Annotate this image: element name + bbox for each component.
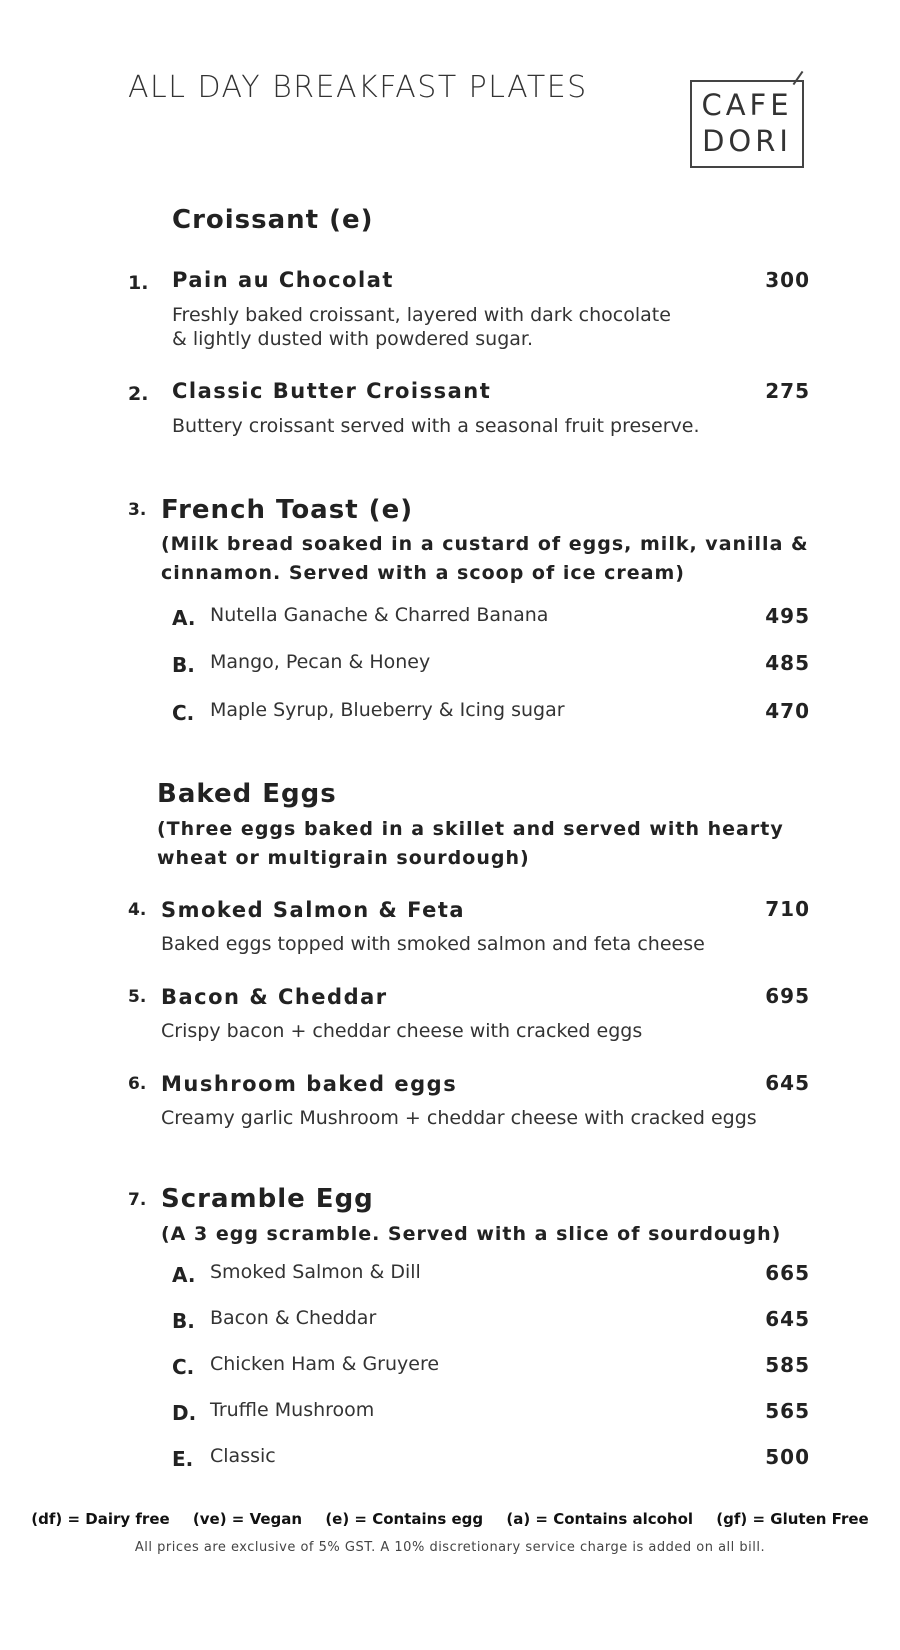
section-description: cinnamon. Served with a scoop of ice cream): [161, 562, 685, 584]
option-name: Classic: [210, 1445, 276, 1467]
item-name: Classic Butter Croissant: [172, 379, 492, 403]
item-price: 695: [765, 984, 810, 1008]
item-price: 275: [765, 379, 810, 403]
item-description: Freshly baked croissant, layered with dark chocolate: [172, 304, 671, 326]
item-number: 7.: [128, 1190, 147, 1210]
item-description: Buttery croissant served with a seasonal fruit preserve.: [172, 415, 700, 437]
item-number: 1.: [128, 272, 149, 294]
cafe-logo: [690, 80, 804, 168]
logo-line-2: DORI: [702, 124, 792, 158]
price-note: All prices are exclusive of 5% GST. A 10% discretionary service charge is added on all bill.: [134, 1540, 766, 1555]
option-price: 565: [765, 1399, 810, 1423]
option-letter: C.: [172, 701, 195, 725]
option-price: 585: [765, 1353, 810, 1377]
item-number: 4.: [128, 900, 147, 920]
option-letter: C.: [172, 1355, 195, 1379]
option-name: Chicken Ham & Gruyere: [210, 1353, 440, 1375]
option-price: 495: [765, 604, 810, 628]
legend-item: (df) = Dairy free: [31, 1510, 170, 1528]
section-title-scramble-egg: Scramble Egg: [161, 1184, 374, 1214]
option-price: 645: [765, 1307, 810, 1331]
item-number: 2.: [128, 383, 149, 405]
legend-item: (e) = Contains egg: [325, 1510, 484, 1528]
item-price: 300: [765, 268, 810, 292]
option-price: 500: [765, 1445, 810, 1469]
section-description: (Three eggs baked in a skillet and served with hearty: [157, 818, 784, 840]
option-letter: E.: [172, 1447, 194, 1471]
item-description: Crispy bacon + cheddar cheese with cracked eggs: [161, 1020, 643, 1042]
option-name: Smoked Salmon & Dill: [210, 1261, 421, 1283]
option-price: 470: [765, 699, 810, 723]
item-description: Baked eggs topped with smoked salmon and feta cheese: [161, 933, 705, 955]
section-description: wheat or multigrain sourdough): [157, 847, 530, 869]
section-title-croissant: Croissant (e): [172, 205, 374, 235]
option-name: Maple Syrup, Blueberry & Icing sugar: [210, 699, 565, 721]
legend-item: (gf) = Gluten Free: [716, 1510, 869, 1528]
option-name: Nutella Ganache & Charred Banana: [210, 604, 549, 626]
option-letter: B.: [172, 1309, 195, 1333]
legend-item: (a) = Contains alcohol: [506, 1510, 694, 1528]
option-letter: A.: [172, 606, 196, 630]
item-price: 710: [765, 897, 810, 921]
logo-line-1: CAFE: [701, 88, 793, 122]
page-title: ALL DAY BREAKFAST PLATES: [128, 70, 588, 105]
item-name: Bacon & Cheddar: [161, 985, 388, 1009]
section-description: (A 3 egg scramble. Served with a slice of sourdough): [161, 1223, 782, 1245]
item-name: Smoked Salmon & Feta: [161, 898, 466, 922]
item-number: 5.: [128, 987, 147, 1007]
section-title-baked-eggs: Baked Eggs: [157, 779, 337, 809]
option-letter: B.: [172, 653, 195, 677]
option-letter: A.: [172, 1263, 196, 1287]
item-number: 3.: [128, 500, 147, 520]
section-description: (Milk bread soaked in a custard of eggs, milk, vanilla &: [161, 533, 809, 555]
item-name: Mushroom baked eggs: [161, 1072, 458, 1096]
legend-item: (ve) = Vegan: [192, 1510, 303, 1528]
item-price: 645: [765, 1071, 810, 1095]
item-description: Creamy garlic Mushroom + cheddar cheese with cracked eggs: [161, 1107, 757, 1129]
section-title-french-toast: French Toast (e): [161, 495, 414, 525]
option-name: Bacon & Cheddar: [210, 1307, 377, 1329]
item-number: 6.: [128, 1074, 147, 1094]
item-description: & lightly dusted with powdered sugar.: [172, 328, 534, 350]
option-price: 485: [765, 651, 810, 675]
option-name: Truffle Mushroom: [210, 1399, 375, 1421]
option-name: Mango, Pecan & Honey: [210, 651, 431, 673]
option-letter: D.: [172, 1401, 197, 1425]
item-name: Pain au Chocolat: [172, 268, 394, 292]
dietary-legend: [0, 1510, 900, 1528]
option-price: 665: [765, 1261, 810, 1285]
